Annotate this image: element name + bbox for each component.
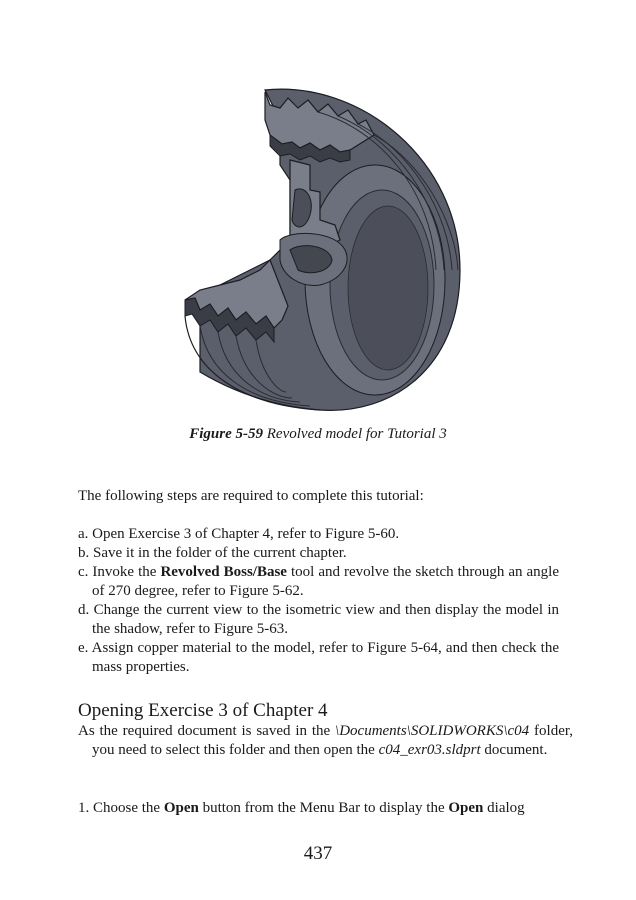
open-button-name: Open bbox=[163, 800, 199, 816]
steps-list bbox=[78, 525, 559, 677]
step-b: b. Save it in the folder of the current chapter. bbox=[78, 545, 347, 561]
section-paragraph: As the required document is saved in the \Documents\SOLIDWORKS\c04 folder, you need to select this folder and then open the c04_exr03.sldprt document. bbox=[78, 723, 573, 758]
step-e: e. Assign copper material to the model, refer to Figure 5-64, and then check the mass properties. bbox=[78, 640, 559, 675]
step-c: c. Invoke the Revolved Boss/Base tool and revolve the sketch through an angle of 270 degree, refer to Figure 5-62. bbox=[78, 564, 560, 599]
figure-caption bbox=[0, 426, 636, 443]
revolved-model-figure bbox=[170, 80, 470, 420]
file-name: c04_exr03.sldprt bbox=[378, 742, 481, 758]
figure-caption-text: Revolved model for Tutorial 3 bbox=[263, 426, 447, 442]
tool-name: Revolved Boss/Base bbox=[160, 564, 287, 580]
open-dialog-name: Open bbox=[448, 800, 484, 816]
section-heading: Opening Exercise 3 of Chapter 4 bbox=[78, 700, 328, 721]
figure-caption-label: Figure 5-59 bbox=[189, 426, 264, 442]
step-d: d. Change the current view to the isometric view and then display the model in the shadow, refer to Figure 5-63. bbox=[78, 602, 559, 637]
step-a: a. Open Exercise 3 of Chapter 4, refer to Figure 5-60. bbox=[78, 526, 400, 542]
step-1: 1. Choose the Open button from the Menu Bar to display the Open dialog bbox=[78, 800, 525, 816]
revolved-pulley-model-icon bbox=[170, 80, 470, 420]
folder-path: \Documents\SOLIDWORKS\c04 bbox=[335, 723, 530, 739]
page-number: 437 bbox=[303, 843, 333, 864]
intro-paragraph: The following steps are required to complete this tutorial: bbox=[78, 488, 424, 504]
